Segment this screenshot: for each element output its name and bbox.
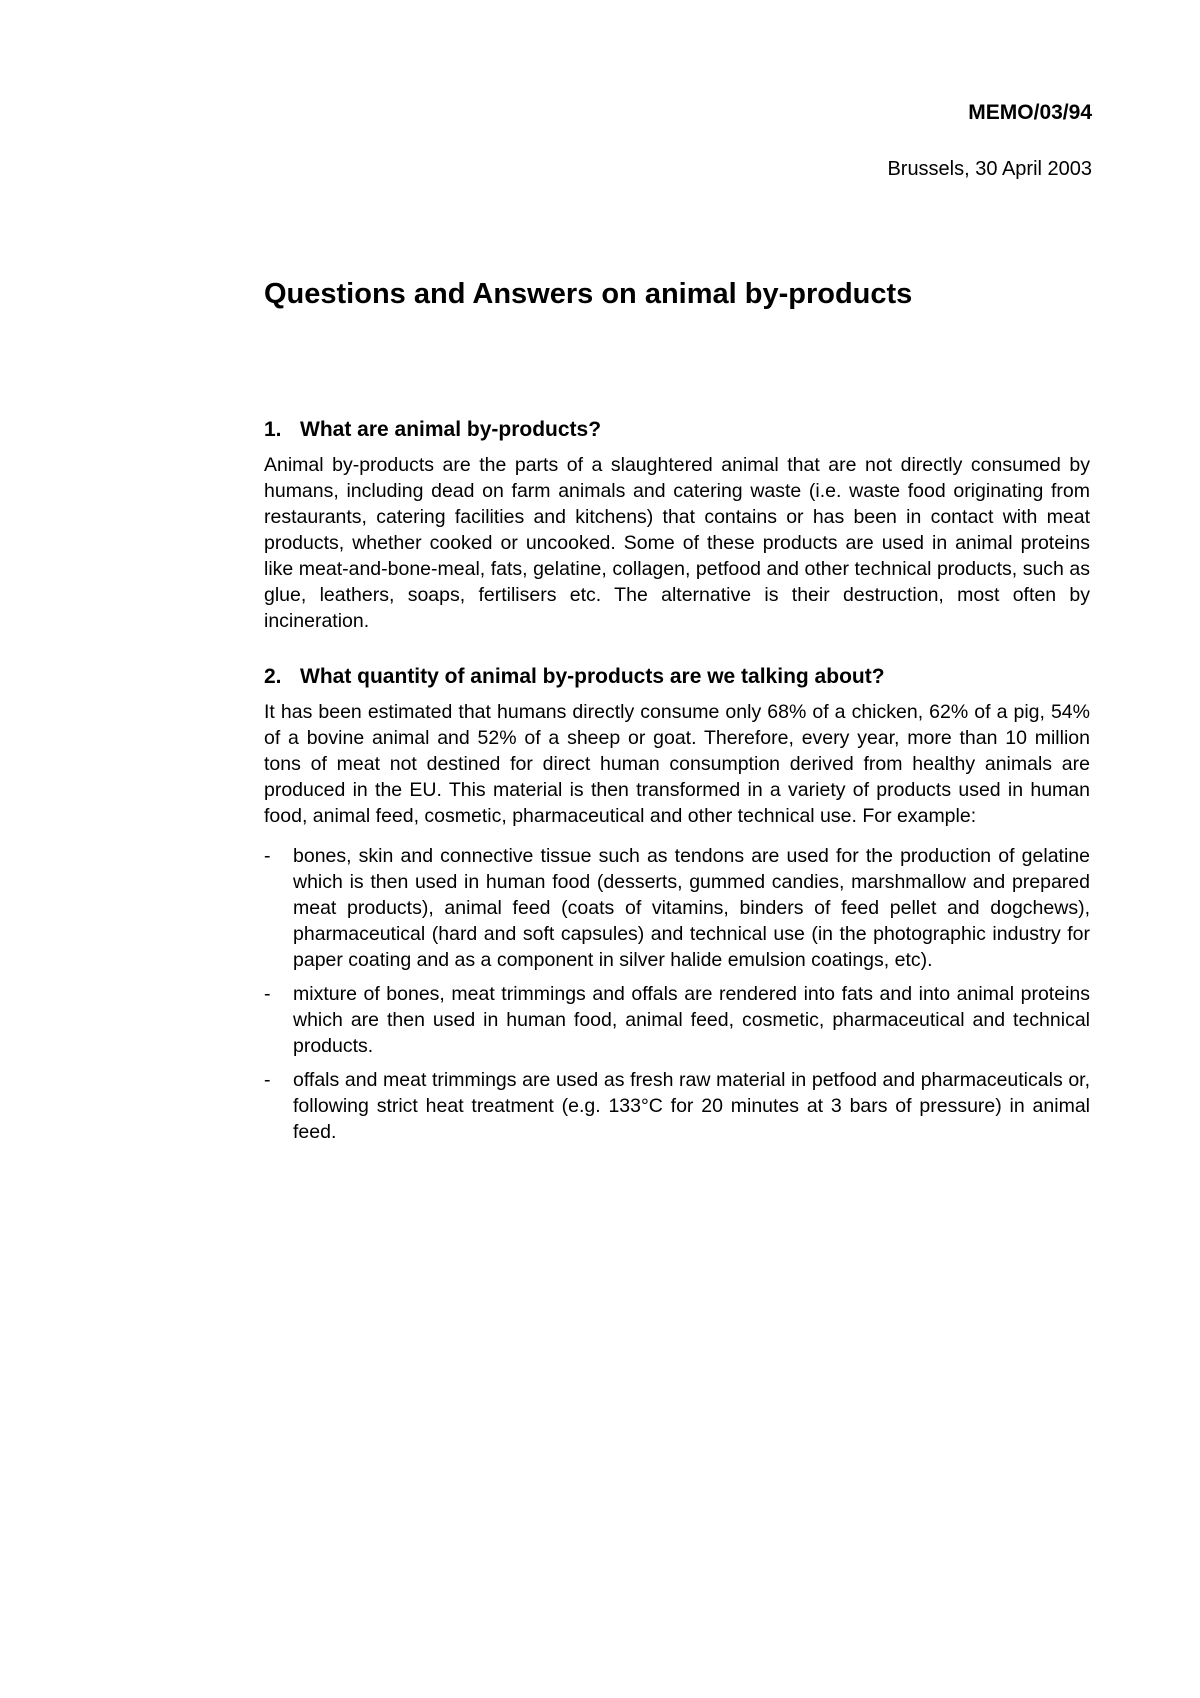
list-item-text: offals and meat trimmings are used as fresh raw material in petfood and pharmaceuticals or, following strict heat treatment (e.g. 133°C for 20 minutes at 3 bars of pressure) in animal feed. [293, 1069, 1090, 1143]
section-heading-text: What are animal by-products? [300, 418, 602, 441]
bullet-dash: - [264, 845, 271, 867]
section-quantity-of-by-products [264, 665, 1090, 1153]
section-heading [264, 665, 1090, 689]
section-paragraph: Animal by-products are the parts of a slaughtered animal that are not directly consumed by humans, including dead on farm animals and catering waste (i.e. waste food originating from restaurants, catering facilities and kitchens) that contains or has been in contact with meat products, whether cooked or uncooked. Some of these products are used in animal proteins like meat-and-bone-meal, fats, gelatine, collagen, petfood and other technical products, such as glue, leathers, soaps, fertilisers etc. The alternative is their destruction, most often by incineration. [264, 454, 1090, 632]
section-heading-text: What quantity of animal by-products are we talking about? [300, 665, 885, 688]
bullet-dash: - [264, 1069, 271, 1091]
section-what-are-by-products [264, 418, 1090, 634]
bullet-dash: - [264, 983, 271, 1005]
list-item [264, 843, 1090, 973]
example-list [264, 843, 1090, 1145]
memo-place-date: Brussels, 30 April 2003 [887, 158, 1092, 180]
list-item [264, 1067, 1090, 1145]
document-title: Questions and Answers on animal by-products [264, 278, 913, 310]
memo-reference: MEMO/03/94 [968, 101, 1092, 124]
section-number: 2. [264, 665, 282, 688]
section-paragraph: It has been estimated that humans directly consume only 68% of a chicken, 62% of a pig, 54% of a bovine animal and 52% of a sheep or goat. Therefore, every year, more than 10 million tons of meat not destined for direct human consumption derived from healthy animals are produced in the EU. This material is then transformed in a variety of products used in human food, animal feed, cosmetic, pharmaceutical and other technical use. For example: [264, 701, 1090, 827]
section-number: 1. [264, 418, 282, 441]
list-item-text: bones, skin and connective tissue such as tendons are used for the production of gelatine which is then used in human food (desserts, gummed candies, marshmallow and prepared meat products), animal feed (coats of vitamins, binders of feed pellet and dogchews), pharmaceutical (hard and soft capsules) and technical use (in the photographic industry for paper coating and as a component in silver halide emulsion coatings, etc). [293, 845, 1090, 971]
list-item-text: mixture of bones, meat trimmings and offals are rendered into fats and into animal proteins which are then used in human food, animal feed, cosmetic, pharmaceutical and technical products. [293, 983, 1090, 1057]
section-heading [264, 418, 1090, 442]
list-item [264, 981, 1090, 1059]
